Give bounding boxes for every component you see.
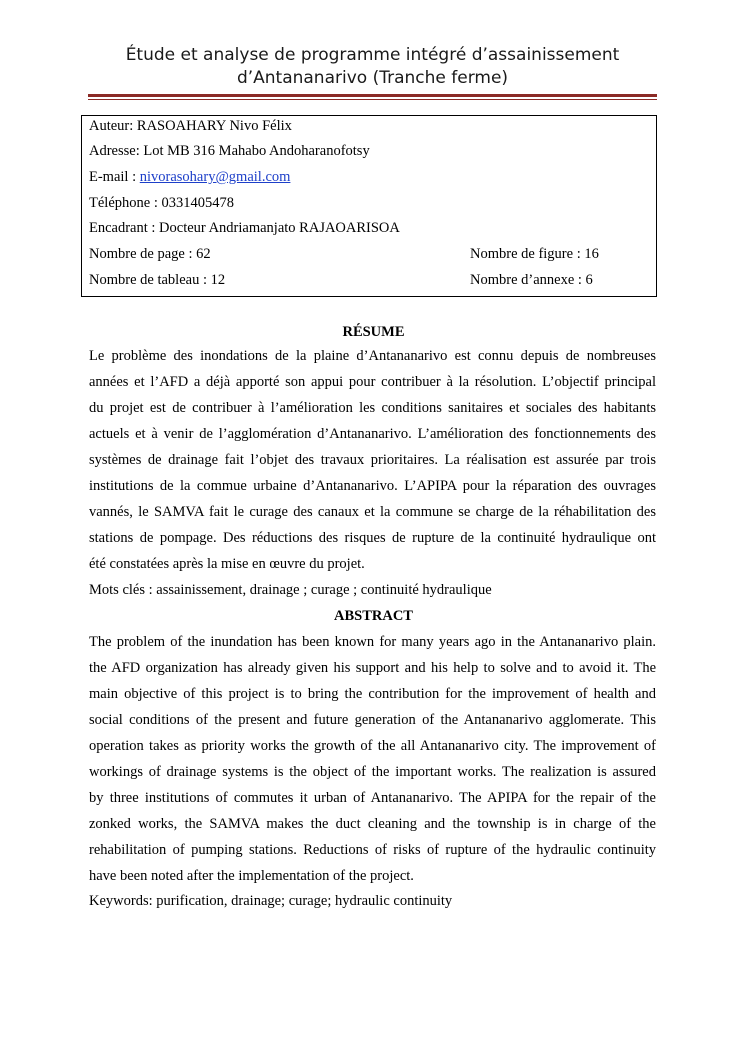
abstract-line: operation takes as priority works the growth of the all Antananarivo city. The improvement of [89, 738, 656, 754]
abstract-heading: ABSTRACT [334, 608, 413, 624]
email-link[interactable]: nivorasohary@gmail.com [139, 169, 291, 185]
table-count: Nombre de tableau : 12 [89, 272, 226, 288]
phone-line: Téléphone : 0331405478 [89, 195, 234, 211]
resume-line: actuels et à venir de l’agglomération d’Antananarivo. L’amélioration des fonctionnements des [89, 426, 656, 442]
resume-line: été constatées après la mise en œuvre du projet. [89, 556, 365, 572]
abstract-line: social conditions of the present and future generation of the Antananarivo agglomerate. This [89, 712, 656, 728]
resume-heading: RÉSUME [342, 324, 405, 340]
email-line [89, 167, 290, 187]
figure-count: Nombre de figure : 16 [470, 246, 599, 262]
header-title-line-1: Étude et analyse de programme intégré d’assainissement [125, 45, 620, 65]
resume-line: années et l’AFD a déjà apporté son appui pour contribuer à la résolution. L’objectif principal [89, 374, 656, 390]
resume-keywords: Mots clés : assainissement, drainage ; curage ; continuité hydraulique [89, 582, 492, 598]
abstract-keywords: Keywords: purification, drainage; curage; hydraulic continuity [89, 893, 453, 909]
resume-line: stations de pompage. Des réductions des risques de rupture de la continuité hydraulique ont [89, 530, 656, 546]
author-info-box [81, 115, 657, 297]
resume-line: institutions de la commue urbaine d’Antananarivo. L’APIPA pour la réparation des ouvrages [89, 478, 656, 494]
abstract-line: by three institutions of commutes it urban of Antananarivo. The APIPA for the repair of the [89, 790, 656, 806]
abstract-line: The problem of the inundation has been known for many years ago in the Antananarivo plain. [89, 634, 656, 650]
resume-paragraph [89, 346, 656, 580]
header-title-line-2: d’Antananarivo (Tranche ferme) [236, 68, 509, 88]
supervisor-line: Encadrant : Docteur Andriamanjato RAJAOARISOA [89, 220, 400, 236]
abstract-paragraph [89, 632, 656, 892]
author-line: Auteur: RASOAHARY Nivo Félix [89, 118, 292, 134]
resume-line: vannés, le SAMVA fait le curage des canaux et la commune se charge de la réhabilitation des [89, 504, 656, 520]
page-count: Nombre de page : 62 [89, 246, 211, 262]
email-label: E-mail : [89, 169, 140, 185]
abstract-line: workings of drainage systems is the object of the important works. The realization is assured [89, 764, 656, 780]
page-header-title [80, 44, 665, 90]
resume-line: systèmes de drainage fait l’objet des travaux prioritaires. La réalisation est assurée par trois [89, 452, 656, 468]
abstract-line: zonked works, the SAMVA makes the duct cleaning and the township is in charge of the [89, 816, 656, 832]
header-rule-thick [88, 94, 657, 97]
abstract-line: main objective of this project is to bring the contribution for the improvement of health and [89, 686, 656, 702]
abstract-line: rehabilitation of pumping stations. Reductions of risks of rupture of the hydraulic continuity [89, 842, 656, 858]
annex-count: Nombre d’annexe : 6 [470, 272, 593, 288]
resume-line: Le problème des inondations de la plaine d’Antananarivo est connu depuis de nombreuses [89, 348, 656, 364]
abstract-line: have been noted after the implementation of the project. [89, 868, 414, 884]
abstract-line: the AFD organization has already given his support and his help to solve and to avoid it. The [89, 660, 656, 676]
address-line: Adresse: Lot MB 316 Mahabo Andoharanofotsy [89, 143, 370, 159]
resume-line: du projet est de contribuer à l’amélioration les conditions sanitaires et sociales des habitants [89, 400, 656, 416]
header-rule-thin [88, 99, 657, 100]
